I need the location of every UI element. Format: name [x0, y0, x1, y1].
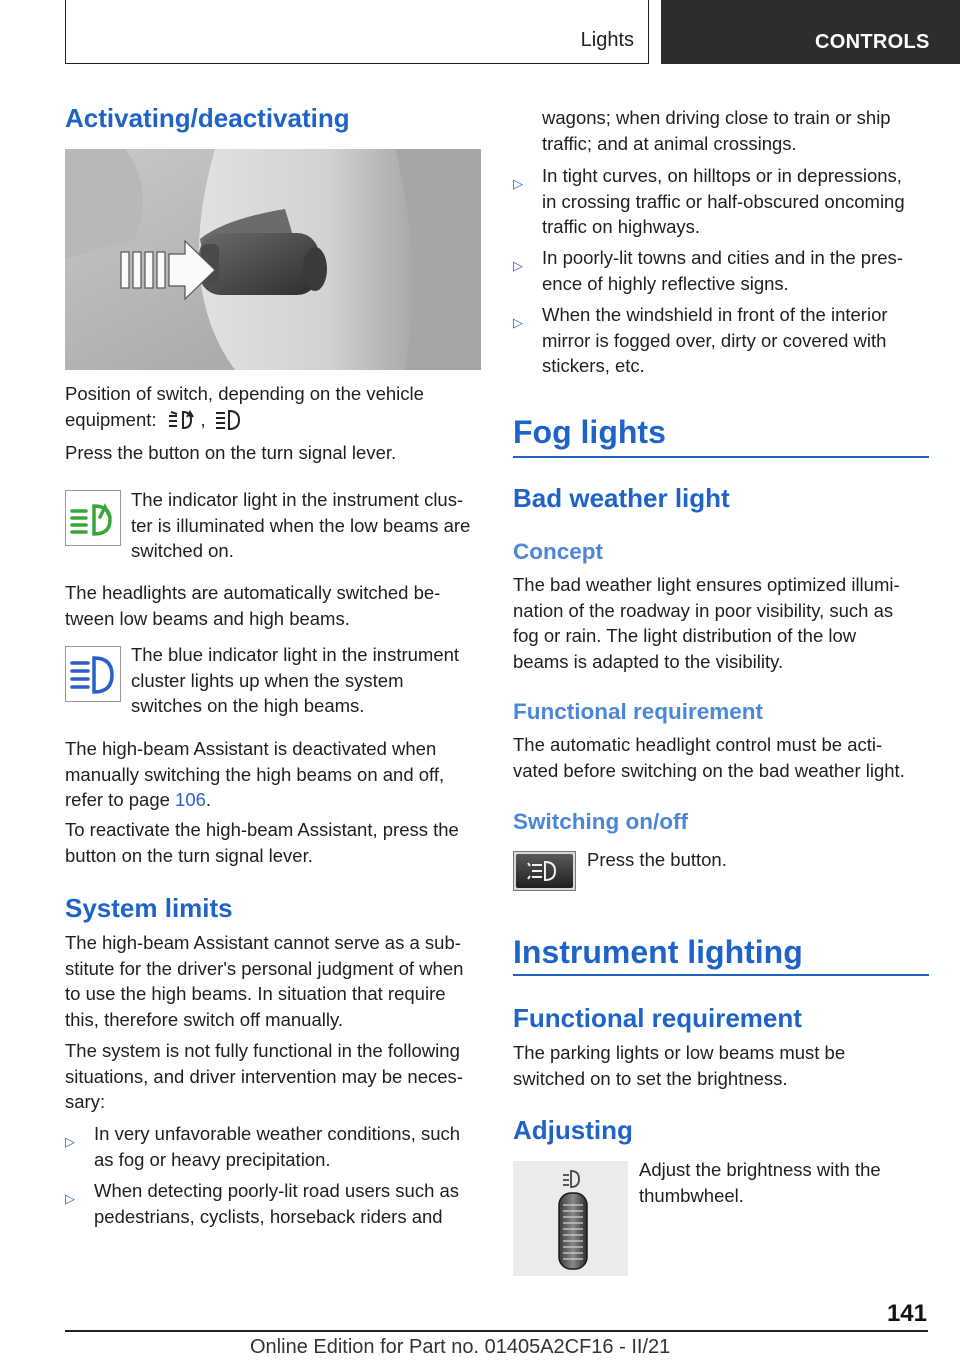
header-frame [65, 0, 649, 64]
page-reference-link[interactable]: 106 [175, 789, 206, 810]
high-beam-assistant-icon [167, 408, 197, 432]
section-divider [513, 456, 929, 458]
bullet-triangle-icon: ▷ [513, 258, 523, 273]
header-section-title: Lights [580, 29, 634, 51]
section-divider [513, 974, 929, 976]
indicator-green-text: The indicator light in the instrument clus- ter is illuminated when the low beams are switched on. [131, 489, 471, 561]
limits-not-functional-text: The system is not fully functional in the following situations, and driver intervention may be neces- sary: [65, 1040, 463, 1112]
concept-text: The bad weather light ensures optimized illumi- nation of the roadway in poor visibility, such as fog or rain. The light distribution of the low beams is adapted to the visibility. [513, 574, 900, 672]
bullet-continuation-text: wagons; when driving close to train or ship traffic; and at animal crossings. [542, 107, 891, 154]
heading-system-limits: System limits [65, 893, 233, 923]
page-number: 141 [886, 1300, 927, 1327]
heading-fog-lights: Fog lights [513, 414, 666, 450]
bad-weather-light-button-icon [513, 851, 576, 891]
auto-switch-text: The headlights are automatically switched be- tween low beams and high beams. [65, 582, 441, 629]
adjust-text: Adjust the brightness with the thumbwheel. [639, 1159, 881, 1206]
heading-functional-requirement-2: Functional requirement [513, 1003, 802, 1033]
low-beam-assistant-indicator-icon [65, 490, 121, 546]
press-button-text: Press the button on the turn signal lever. [65, 442, 397, 463]
heading-activating: Activating/deactivating [65, 103, 350, 133]
footer-edition: Online Edition for Part no. 01405A2CF16 - II/21 [250, 1336, 671, 1358]
header-chapter-tab [661, 0, 960, 64]
heading-functional-requirement: Functional requirement [513, 699, 764, 724]
caption-switch-position-1: Position of switch, depending on the vehicle [65, 383, 424, 404]
footer-divider [65, 1330, 928, 1332]
heading-instrument-lighting: Instrument lighting [513, 934, 803, 970]
high-beam-indicator-icon [65, 646, 121, 702]
bullet-triangle-icon: ▷ [513, 176, 523, 191]
reactivate-text: To reactivate the high-beam Assistant, press the button on the turn signal lever. [65, 819, 459, 866]
header-chapter-title: CONTROLS [815, 31, 930, 53]
high-beam-icon [214, 408, 242, 432]
heading-concept: Concept [513, 539, 603, 564]
heading-bad-weather-light: Bad weather light [513, 483, 730, 513]
indicator-blue-text: The blue indicator light in the instrument cluster lights up when the system switches on the high beams. [131, 644, 460, 716]
deactivated-text: The high-beam Assistant is deactivated when manually switching the high beams on and off, refer to page 106. [65, 738, 445, 810]
limits-intro-text: The high-beam Assistant cannot serve as a sub- stitute for the driver's personal judgment of when to use the high beams. In situation that require this, therefore switch off manually. [65, 932, 464, 1030]
turn-signal-lever-photo [65, 149, 481, 370]
functional-requirement-text: The automatic headlight control must be acti- vated before switching on the bad weather light. [513, 734, 905, 781]
caption-switch-position-2: equipment: [65, 409, 157, 430]
bullet-triangle-icon: ▷ [513, 315, 523, 330]
caption-separator: , [200, 409, 206, 430]
heading-adjusting: Adjusting [513, 1115, 633, 1145]
press-the-button-text: Press the button. [587, 849, 727, 870]
heading-switching-on-off: Switching on/off [513, 809, 688, 834]
thumbwheel-icon [513, 1161, 628, 1276]
bullet-triangle-icon: ▷ [65, 1191, 75, 1206]
bullet-triangle-icon: ▷ [65, 1134, 75, 1149]
caption-switch-position-line-2 [65, 407, 242, 433]
functional-requirement-2-text: The parking lights or low beams must be switched on to set the brightness. [513, 1042, 846, 1089]
